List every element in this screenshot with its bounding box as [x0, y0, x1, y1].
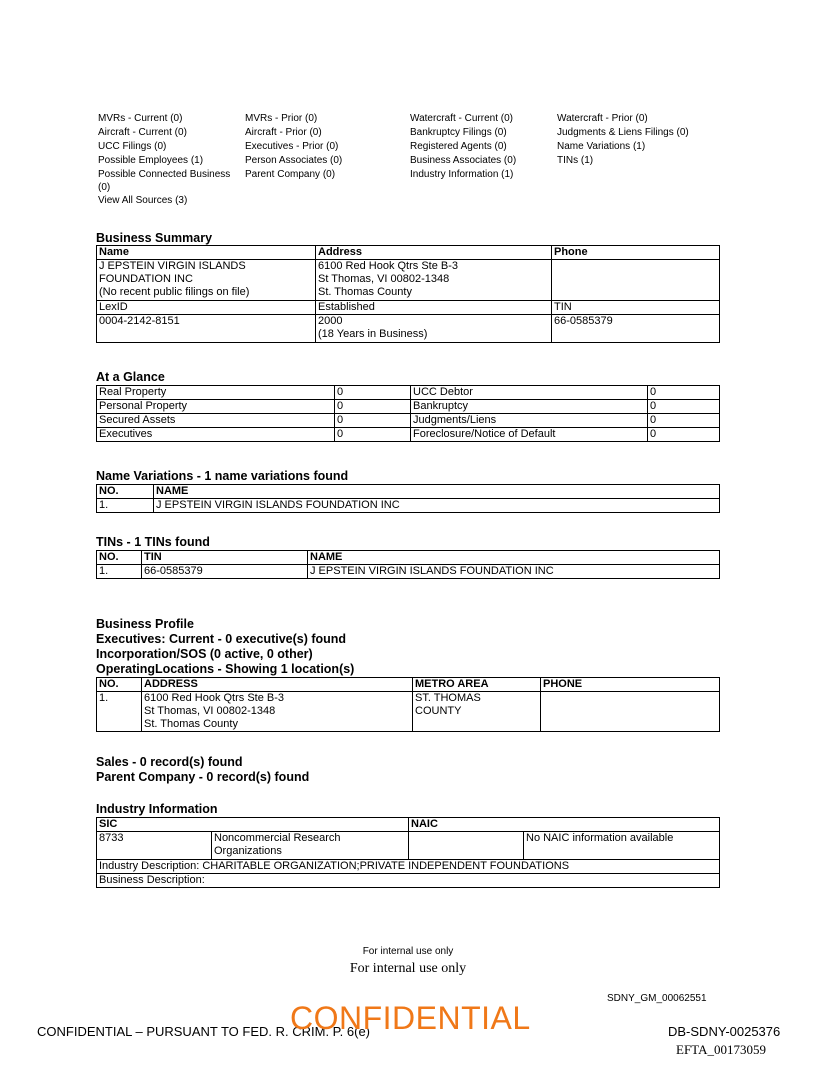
name-variations-table — [96, 484, 720, 513]
sic-code: 8733 — [97, 832, 212, 860]
sources-col-1 — [98, 112, 240, 208]
lexid-label: LexID — [97, 301, 316, 315]
efta-number: EFTA_00173059 — [676, 1042, 766, 1057]
sic-description — [212, 832, 409, 860]
glance-value: 0 — [335, 414, 411, 428]
industry-description: Industry Description: CHARITABLE ORGANIZATION;PRIVATE INDEPENDENT FOUNDATIONS — [97, 860, 720, 874]
source-link[interactable]: Possible Connected Business (0) — [98, 169, 231, 193]
source-link[interactable]: Industry Information (1) — [410, 169, 514, 180]
document-id: SDNY_GM_00062551 — [607, 993, 707, 1004]
source-link[interactable]: Bankruptcy Filings (0) — [410, 127, 507, 138]
source-link[interactable]: Watercraft - Current (0) — [410, 113, 513, 124]
naic-code — [409, 832, 524, 860]
glance-label: Personal Property — [97, 400, 335, 414]
years-in-business: (18 Years in Business) — [318, 328, 428, 340]
parent-company-summary: Parent Company - 0 record(s) found — [96, 770, 310, 784]
glance-label: Executives — [97, 428, 335, 442]
business-profile-heading — [96, 617, 354, 677]
source-link[interactable]: TINs (1) — [557, 155, 594, 166]
naic-description: No NAIC information available — [524, 832, 720, 860]
col-header-no: NO. — [97, 678, 142, 692]
glance-label: Foreclosure/Notice of Default — [411, 428, 648, 442]
col-header-tin: TIN — [142, 551, 308, 565]
sic-desc-line: Organizations — [214, 845, 282, 857]
established-year: 2000 — [318, 315, 343, 327]
address-line: St Thomas, VI 00802-1348 — [144, 705, 276, 717]
glance-label: Real Property — [97, 386, 335, 400]
source-link[interactable]: Person Associates (0) — [245, 155, 343, 166]
col-header-metro-area: METRO AREA — [413, 678, 541, 692]
source-link[interactable]: Executives - Prior (0) — [245, 141, 339, 152]
glance-value: 0 — [335, 400, 411, 414]
glance-label: UCC Debtor — [411, 386, 648, 400]
address-line: 6100 Red Hook Qtrs Ste B-3 — [144, 692, 285, 704]
row-number: 1. — [97, 565, 142, 579]
address-line: St. Thomas County — [318, 286, 412, 298]
business-summary-table — [96, 245, 720, 343]
col-header-no: NO. — [97, 551, 142, 565]
executives-summary: Executives: Current - 0 executive(s) found — [96, 632, 347, 646]
glance-value: 0 — [648, 400, 720, 414]
glance-label: Bankruptcy — [411, 400, 648, 414]
source-link[interactable]: Registered Agents (0) — [410, 141, 507, 152]
col-header-naic: NAIC — [409, 818, 720, 832]
name-variation: J EPSTEIN VIRGIN ISLANDS FOUNDATION INC — [154, 499, 720, 513]
industry-table — [96, 817, 720, 888]
source-link[interactable]: Aircraft - Current (0) — [98, 127, 187, 138]
source-link[interactable]: MVRs - Current (0) — [98, 113, 183, 124]
source-link[interactable]: Watercraft - Prior (0) — [557, 113, 648, 124]
name-variations-heading: Name Variations - 1 name variations found — [96, 469, 349, 483]
glance-value: 0 — [335, 386, 411, 400]
established-value — [316, 315, 552, 343]
operating-locations-summary: OperatingLocations - Showing 1 location(s) — [96, 662, 355, 676]
confidential-notice: CONFIDENTIAL – PURSUANT TO FED. R. CRIM. P. 6(e) — [37, 1024, 371, 1039]
col-header-phone: Phone — [552, 246, 720, 260]
business-summary-heading: Business Summary — [96, 231, 213, 245]
business-phone-cell — [552, 260, 720, 301]
metro-area-cell — [413, 692, 541, 732]
business-name-cell — [97, 260, 316, 301]
source-link[interactable]: MVRs - Prior (0) — [245, 113, 318, 124]
tins-table — [96, 550, 720, 579]
confidential-stamp: CONFIDENTIAL — [290, 1000, 531, 1036]
sales-summary: Sales - 0 record(s) found — [96, 755, 243, 769]
at-a-glance-heading: At a Glance — [96, 370, 165, 384]
address-line: St Thomas, VI 00802-1348 — [318, 273, 450, 285]
col-header-address: ADDRESS — [142, 678, 413, 692]
col-header-name: Name — [97, 246, 316, 260]
location-address-cell — [142, 692, 413, 732]
glance-label: Secured Assets — [97, 414, 335, 428]
view-all-sources-link[interactable]: View All Sources (3) — [98, 195, 188, 206]
internal-use-small: For internal use only — [362, 946, 454, 957]
col-header-address: Address — [316, 246, 552, 260]
source-link[interactable]: Judgments & Liens Filings (0) — [557, 127, 689, 138]
col-header-phone: PHONE — [541, 678, 720, 692]
sic-desc-line: Noncommercial Research — [214, 832, 341, 844]
glance-value: 0 — [648, 414, 720, 428]
glance-value: 0 — [335, 428, 411, 442]
col-header-sic: SIC — [97, 818, 409, 832]
source-link[interactable]: Aircraft - Prior (0) — [245, 127, 322, 138]
internal-use-large: For internal use only — [349, 961, 467, 976]
location-phone-cell — [541, 692, 720, 732]
business-address-cell — [316, 260, 552, 301]
sources-col-2 — [245, 112, 405, 182]
tin-name: J EPSTEIN VIRGIN ISLANDS FOUNDATION INC — [308, 565, 720, 579]
source-link[interactable]: Business Associates (0) — [410, 155, 517, 166]
glance-value: 0 — [648, 428, 720, 442]
tin-value: 66-0585379 — [552, 315, 720, 343]
col-header-name: NAME — [308, 551, 720, 565]
at-a-glance-table — [96, 385, 720, 442]
tin-label: TIN — [552, 301, 720, 315]
source-link[interactable]: UCC Filings (0) — [98, 141, 167, 152]
address-line: St. Thomas County — [144, 718, 238, 730]
tin-value: 66-0585379 — [142, 565, 308, 579]
business-description: Business Description: — [97, 874, 720, 888]
glance-value: 0 — [648, 386, 720, 400]
metro-line: ST. THOMAS — [415, 692, 481, 704]
business-profile-title: Business Profile — [96, 617, 194, 631]
tins-heading: TINs - 1 TINs found — [96, 535, 210, 549]
filing-status-note: (No recent public filings on file) — [99, 286, 250, 298]
source-link[interactable]: Parent Company (0) — [245, 169, 336, 180]
incorporation-summary: Incorporation/SOS (0 active, 0 other) — [96, 647, 313, 661]
established-label: Established — [316, 301, 552, 315]
industry-heading: Industry Information — [96, 802, 218, 816]
business-name-line: FOUNDATION INC — [99, 273, 193, 285]
sources-col-3 — [410, 112, 555, 182]
row-number: 1. — [97, 692, 142, 732]
sources-col-4 — [557, 112, 727, 168]
col-header-no: NO. — [97, 485, 154, 499]
bates-number: DB-SDNY-0025376 — [668, 1024, 781, 1039]
row-number: 1. — [97, 499, 154, 513]
source-link[interactable]: Possible Employees (1) — [98, 155, 204, 166]
glance-label: Judgments/Liens — [411, 414, 648, 428]
address-line: 6100 Red Hook Qtrs Ste B-3 — [318, 260, 459, 272]
business-name-line: J EPSTEIN VIRGIN ISLANDS — [99, 260, 246, 272]
col-header-name: NAME — [154, 485, 720, 499]
metro-line: COUNTY — [415, 705, 462, 717]
operating-locations-table — [96, 677, 720, 732]
lexid-value: 0004-2142-8151 — [97, 315, 316, 343]
source-link[interactable]: Name Variations (1) — [557, 141, 646, 152]
